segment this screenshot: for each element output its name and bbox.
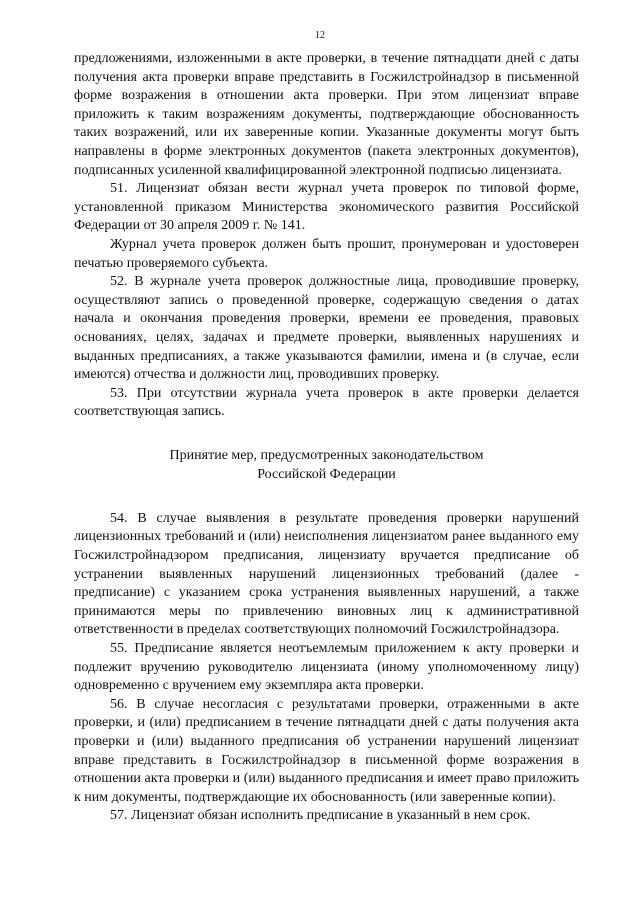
paragraph-55: 55. Предписание является неотъемлемым приложением к акту проверки и подлежит вручению руководителю лицензиата (иному уполномоченному лицу) одновременно с вручением ему экземпляра акта проверки. xyxy=(74,641,579,694)
paragraph-54: 54. В случае выявления в результате проведения проверки нарушений лицензионных требований и (или) неисполнения лицензиатом ранее выданного ему Госжилстройнадзором предписания, лицензиату вручается предписание об устранении выявленных нарушений лицензионных требований (далее - предписание) с указанием срока устранения выявленных нарушений, а также принимаются меры по привлечению виновных лиц к административной ответственности в пределах соответствующих полномочий Госжилстройнадзора. xyxy=(74,510,579,638)
section-heading-line-1: Принятие мер, предусмотренных законодательством xyxy=(169,447,484,463)
paragraph-51: 51. Лицензиат обязан вести журнал учета проверок по типовой форме, установленной приказом Министерства экономического развития Российской Федерации от 30 апреля 2009 г. № 141. xyxy=(74,181,579,234)
section-heading xyxy=(74,446,579,484)
paragraph-57: 57. Лицензиат обязан исполнить предписание в указанный в нем срок. xyxy=(110,808,531,824)
paragraph-53: 53. При отсутствии журнала учета проверок в акте проверки делается соответствующая запись. xyxy=(74,385,579,420)
paragraph-50-continuation: предложениями, изложенными в акте проверки, в течение пятнадцати дней с даты получения акта проверки вправе представить в Госжилстройнадзор в письменной форме возражения в отношении акта проверки. При этом лицензиат вправе приложить к таким возражениям документы, подтверждающие обоснованность таких возражений, или их заверенные копии. Указанные документы могут быть направлены в форме электронных документов (пакета электронных документов), подписанных усиленной квалифицированной электронной подписью лицензиата. xyxy=(74,51,579,178)
paragraph-51-note: Журнал учета проверок должен быть прошит, пронумерован и удостоверен печатью проверяемого субъекта. xyxy=(74,236,579,271)
page-number: 12 xyxy=(315,30,325,41)
document-body xyxy=(74,50,579,826)
paragraph-52: 52. В журнале учета проверок должностные лица, проводившие проверку, осуществляют запись о проведенной проверке, содержащую сведения о датах начала и окончания проведения проверки, времени ее проведения, правовых основаниях, целях, задачах и предмете проверки, выявленных нарушениях и выданных предписаниях, а также указываются фамилии, имена и (в случае, если имеются) отчества и должности лиц, проводивших проверку. xyxy=(74,274,579,383)
section-heading-line-2: Российской Федерации xyxy=(257,466,396,482)
paragraph-56: 56. В случае несогласия с результатами проверки, отраженными в акте проверки, и (или) предписанием в течение пятнадцати дней с даты получения акта проверки и (или) выданного предписания об устранении нарушений лицензиат вправе представить в Госжилстройнадзор в письменной форме возражения в отношении акта проверки и (или) выданного предписания и имеет право приложить к ним документы, подтверждающие их обоснованность (или заверенные копии). xyxy=(74,696,579,805)
